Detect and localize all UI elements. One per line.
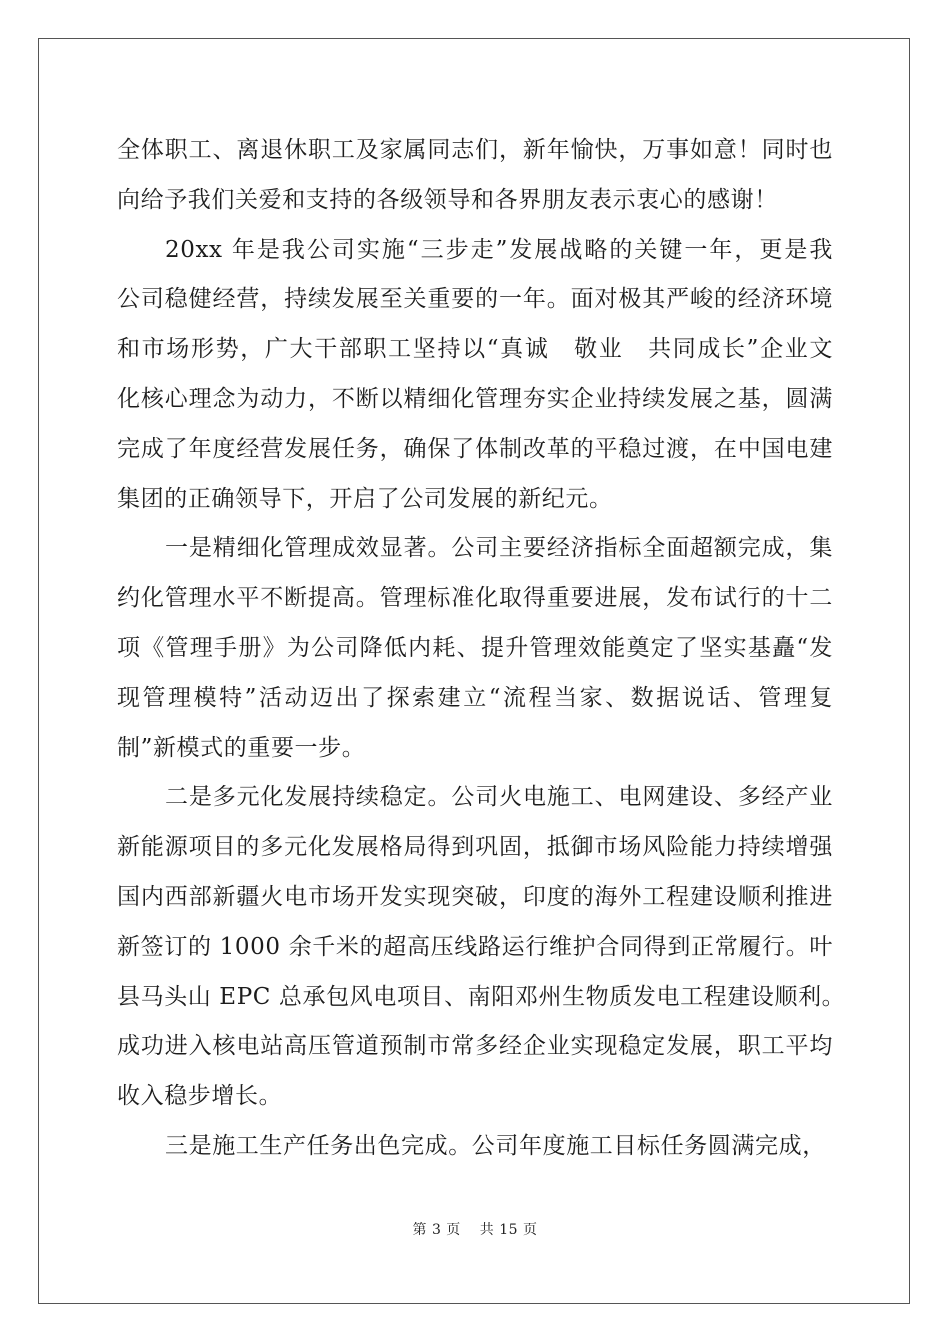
- text-line: 新能源项目的多元化发展格局得到巩固，抵御市场风险能力持续增强: [117, 834, 833, 861]
- text-line: 一是精细化管理成效显著。公司主要经济指标全面超额完成，集: [165, 535, 833, 562]
- text-line: 县马头山 EPC 总承包风电项目、南阳邓州生物质发电工程建设顺利。: [117, 983, 846, 1010]
- text-line: 新签订的 1000 余千米的超高压线路运行维护合同得到正常履行。叶: [117, 933, 833, 960]
- text-line: 完成了年度经营发展任务，确保了体制改革的平稳过渡，在中国电建: [117, 435, 833, 462]
- text-line: 化核心理念为动力，不断以精细化管理夯实企业持续发展之基，圆满: [117, 385, 833, 412]
- text-line: 约化管理水平不断提高。管理标准化取得重要进展，发布试行的十二: [117, 585, 833, 612]
- document-body: [117, 126, 846, 1172]
- text-line: 向给予我们关爱和支持的各级领导和各界朋友表示衷心的感谢！: [117, 186, 778, 213]
- text-line: 收入稳步增长。: [117, 1083, 283, 1110]
- page-footer: [0, 1219, 950, 1239]
- text-line: 现管理模特”活动迈出了探索建立“流程当家、数据说话、管理复: [117, 684, 833, 711]
- text-line: 20xx 年是我公司实施“三步走”发展战略的关键一年，更是我: [165, 236, 833, 263]
- text-line: 公司稳健经营，持续发展至关重要的一年。面对极其严峻的经济环境: [117, 286, 833, 313]
- page-number-total: 共 15 页: [479, 1222, 538, 1238]
- text-line: 二是多元化发展持续稳定。公司火电施工、电网建设、多经产业: [165, 784, 833, 811]
- text-line: 集团的正确领导下，开启了公司发展的新纪元。: [117, 485, 613, 512]
- text-line: 和市场形势，广大干部职工坚持以“真诚 敬业 共同成长”企业文: [117, 336, 833, 363]
- text-line: 项《管理手册》为公司降低内耗、提升管理效能奠定了坚实基矗“发: [117, 634, 833, 661]
- text-line: 国内西部新疆火电市场开发实现突破，印度的海外工程建设顺利推进: [117, 883, 833, 910]
- text-line: 制”新模式的重要一步。: [117, 734, 366, 761]
- text-line: 三是施工生产任务出色完成。公司年度施工目标任务圆满完成，: [165, 1132, 826, 1159]
- text-line: 成功进入核电站高压管道预制市常多经企业实现稳定发展，职工平均: [117, 1033, 833, 1060]
- page-number-current: 第 3 页: [412, 1222, 461, 1238]
- text-line: 全体职工、离退休职工及家属同志们，新年愉快，万事如意！同时也: [117, 137, 833, 163]
